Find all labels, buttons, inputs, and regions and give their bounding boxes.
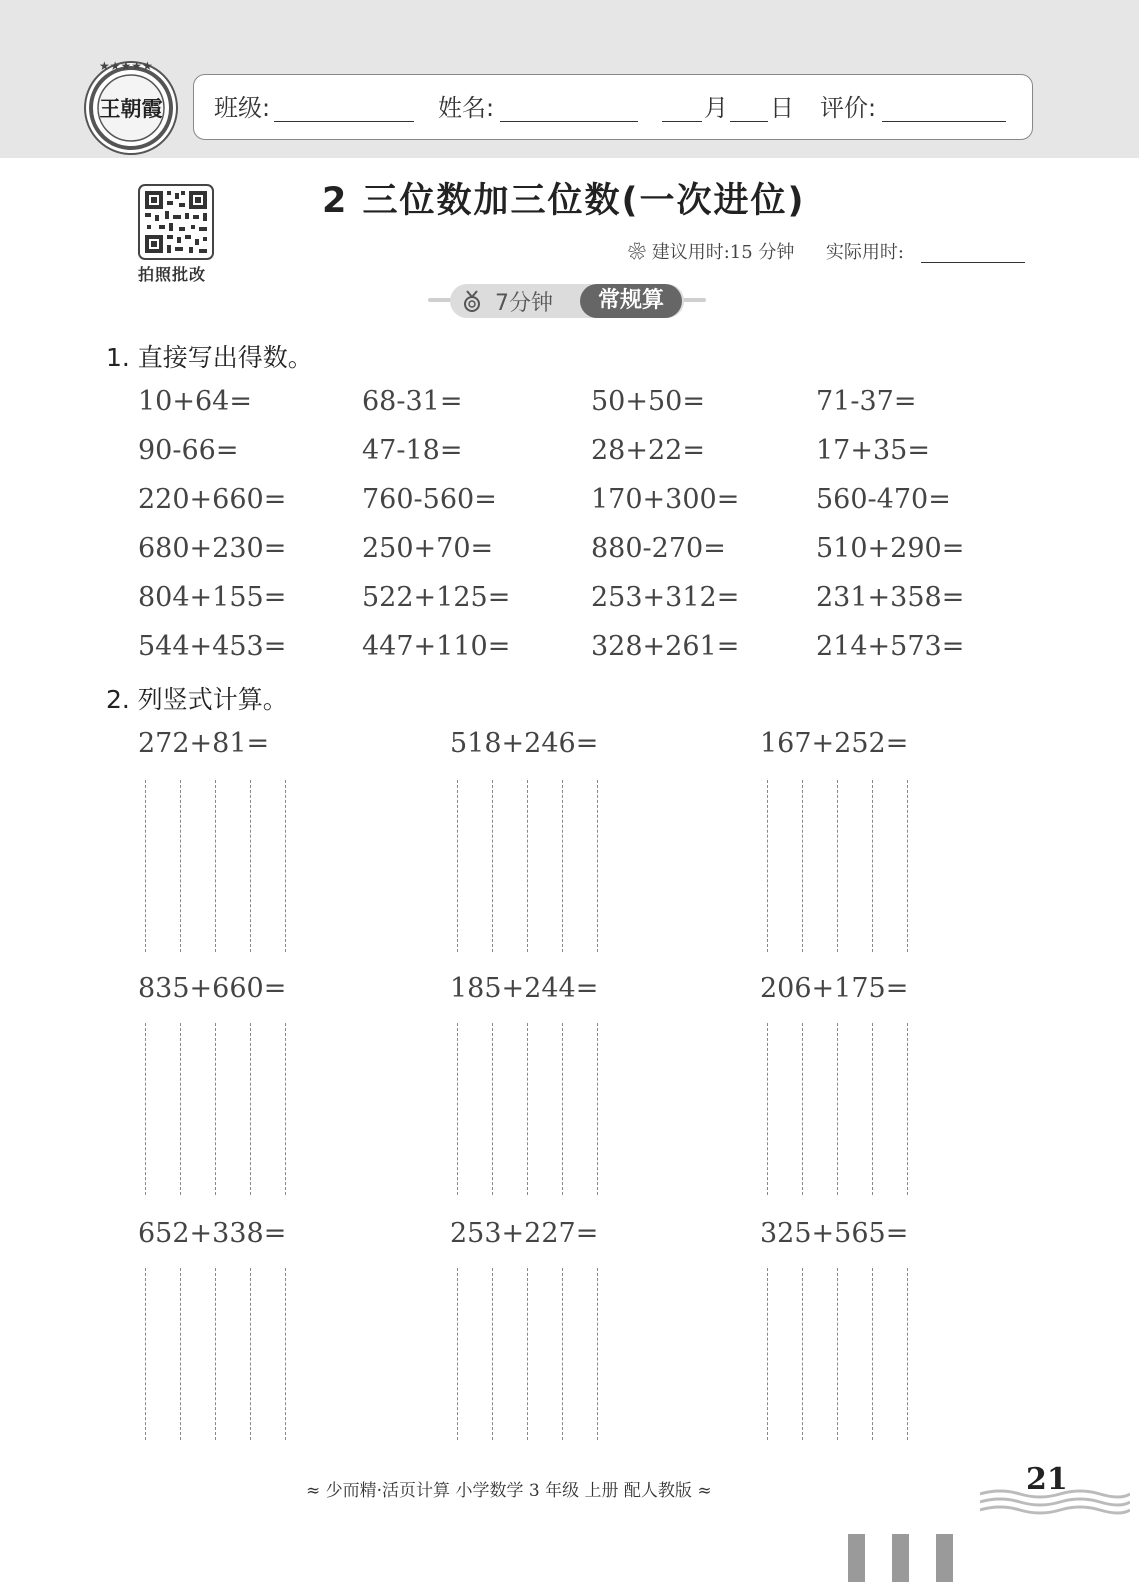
work-column-guide: [285, 1023, 286, 1195]
page-title: 2 三位数加三位数(一次进位): [322, 181, 806, 221]
equation: 680+230=: [138, 533, 287, 564]
suggested-time: 建议用时:15 分钟: [651, 242, 795, 263]
equation: 47-18=: [362, 435, 463, 466]
work-column-guide: [527, 780, 528, 952]
equation: 447+110=: [362, 631, 511, 662]
vertical-problem: 652+338=: [138, 1218, 287, 1249]
work-column-guide: [562, 1268, 563, 1440]
equation: 71-37=: [816, 386, 917, 417]
equation: 28+22=: [591, 435, 705, 466]
equation: 880-270=: [591, 533, 726, 564]
work-column-guide: [767, 1023, 768, 1195]
equation: 231+358=: [816, 582, 965, 613]
footer-text: 少而精·活页计算 小学数学 3 年级 上册 配人教版: [325, 1481, 692, 1501]
equation: 220+660=: [138, 484, 287, 515]
class-field[interactable]: [274, 121, 414, 122]
vertical-problem: 325+565=: [760, 1218, 909, 1249]
work-column-guide: [527, 1268, 528, 1440]
equation: 544+453=: [138, 631, 287, 662]
work-column-guide: [457, 1268, 458, 1440]
work-column-guide: [767, 780, 768, 952]
evaluation-field[interactable]: [882, 121, 1006, 122]
work-column-guide: [527, 1023, 528, 1195]
work-column-guide: [562, 1023, 563, 1195]
page-number: 21: [1026, 1462, 1068, 1497]
equation: 804+155=: [138, 582, 287, 613]
work-column-guide: [767, 1268, 768, 1440]
vertical-problem: 167+252=: [760, 728, 909, 759]
work-column-guide: [215, 1023, 216, 1195]
work-column-guide: [250, 780, 251, 952]
vertical-problem: 518+246=: [450, 728, 599, 759]
work-column-guide: [492, 780, 493, 952]
equation: 250+70=: [362, 533, 494, 564]
equation: 90-66=: [138, 435, 239, 466]
work-column-guide: [215, 1268, 216, 1440]
name-field[interactable]: [500, 121, 638, 122]
work-column-guide: [145, 1023, 146, 1195]
student-info-box: [193, 74, 1033, 140]
work-column-guide: [215, 780, 216, 952]
flower-icon: ❀: [628, 242, 646, 263]
svg-text:★★★★★: ★★★★★: [99, 60, 153, 73]
work-column-guide: [872, 1268, 873, 1440]
work-column-guide: [180, 1268, 181, 1440]
work-column-guide: [872, 780, 873, 952]
medal-icon: [462, 290, 482, 312]
name-label: 姓名:: [438, 94, 495, 122]
work-column-guide: [802, 1023, 803, 1195]
footer: [306, 1476, 712, 1501]
actual-time-label: 实际用时:: [825, 242, 904, 263]
work-column-guide: [562, 780, 563, 952]
work-column-guide: [250, 1268, 251, 1440]
work-column-guide: [802, 1268, 803, 1440]
work-column-guide: [907, 1268, 908, 1440]
day-label: 日: [770, 94, 794, 122]
work-column-guide: [180, 780, 181, 952]
page-tab: [848, 1534, 865, 1582]
badge-time: 7分钟: [495, 291, 553, 316]
class-label: 班级:: [214, 94, 271, 122]
equation: 214+573=: [816, 631, 965, 662]
equation: 510+290=: [816, 533, 965, 564]
work-column-guide: [837, 780, 838, 952]
vertical-problem: 272+81=: [138, 728, 270, 759]
equation: 560-470=: [816, 484, 951, 515]
work-column-guide: [145, 780, 146, 952]
equation: 328+261=: [591, 631, 740, 662]
work-column-guide: [457, 1023, 458, 1195]
work-column-guide: [597, 1023, 598, 1195]
work-column-guide: [492, 1268, 493, 1440]
brand-logo: [83, 60, 179, 156]
equation: 522+125=: [362, 582, 511, 613]
time-info: [628, 238, 904, 264]
wave-icon: ≈: [306, 1481, 321, 1501]
work-column-guide: [837, 1268, 838, 1440]
equation: 68-31=: [362, 386, 463, 417]
work-column-guide: [837, 1023, 838, 1195]
work-column-guide: [492, 1023, 493, 1195]
page-tab: [936, 1534, 953, 1582]
work-column-guide: [180, 1023, 181, 1195]
equation: 50+50=: [591, 386, 705, 417]
qr-code-icon[interactable]: [138, 184, 214, 260]
section-2-heading: 2. 列竖式计算。: [106, 685, 288, 714]
qr-label: 拍照批改: [138, 265, 207, 284]
month-field[interactable]: [662, 121, 702, 122]
equation: 10+64=: [138, 386, 252, 417]
work-column-guide: [457, 780, 458, 952]
svg-text:王朝霞: 王朝霞: [99, 96, 163, 121]
equation: 170+300=: [591, 484, 740, 515]
day-field[interactable]: [730, 121, 768, 122]
work-column-guide: [250, 1023, 251, 1195]
evaluation-label: 评价:: [820, 94, 877, 122]
work-column-guide: [907, 1023, 908, 1195]
work-column-guide: [285, 1268, 286, 1440]
vertical-problem: 206+175=: [760, 973, 909, 1004]
page-tab: [892, 1534, 909, 1582]
actual-time-field[interactable]: [921, 262, 1025, 263]
work-column-guide: [872, 1023, 873, 1195]
section-1-heading: 1. 直接写出得数。: [106, 343, 313, 372]
equation: 17+35=: [816, 435, 930, 466]
work-column-guide: [597, 1268, 598, 1440]
work-column-guide: [802, 780, 803, 952]
vertical-problem: 253+227=: [450, 1218, 599, 1249]
wave-icon: ≈: [697, 1481, 712, 1501]
vertical-problem: 185+244=: [450, 973, 599, 1004]
month-label: 月: [704, 94, 728, 122]
work-column-guide: [597, 780, 598, 952]
vertical-problem: 835+660=: [138, 973, 287, 1004]
equation: 760-560=: [362, 484, 497, 515]
badge-tag: 常规算: [580, 284, 682, 318]
equation: 253+312=: [591, 582, 740, 613]
work-column-guide: [285, 780, 286, 952]
work-column-guide: [145, 1268, 146, 1440]
work-column-guide: [907, 780, 908, 952]
